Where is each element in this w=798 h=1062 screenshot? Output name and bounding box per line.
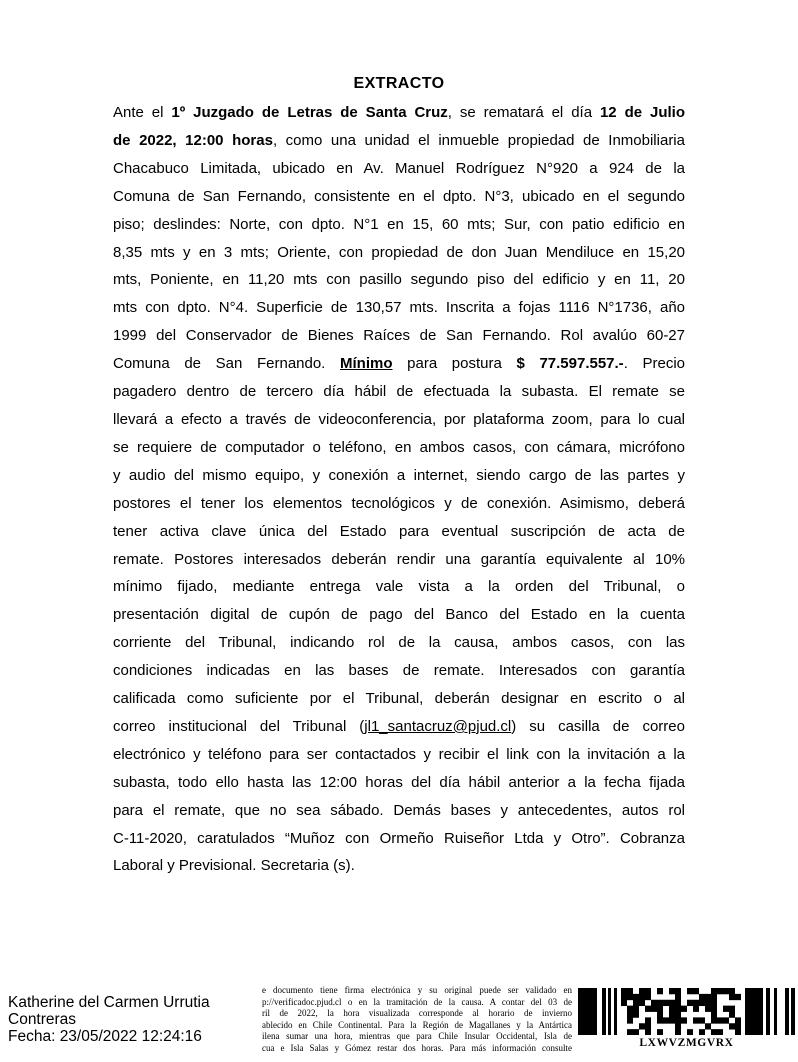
text-segment: calificada como suficiente por el Tribunal, deberán designar en escrito o al xyxy=(113,690,685,708)
text-segment: 1999 del Conservador de Bienes Raíces de San Fernando. Rol avalúo 60-27 xyxy=(113,327,685,345)
document-line xyxy=(113,406,685,434)
document-line xyxy=(113,378,685,406)
document-line xyxy=(113,741,685,769)
document-line xyxy=(113,294,685,322)
barcode-image xyxy=(578,988,795,1035)
notice-line: cua e Isla Salas y Gómez restar dos horas. Para más información consulte xyxy=(262,1042,572,1053)
text-segment: condiciones indicadas en las bases de remate. Interesados con garantía xyxy=(113,662,685,680)
text-segment: Ante el xyxy=(113,104,172,121)
text-segment: . Precio xyxy=(623,355,686,373)
document-line xyxy=(113,99,685,127)
document-line xyxy=(113,490,685,518)
barcode-code: LXWVZMGVRX xyxy=(639,1037,734,1049)
text-segment: tener activa clave única del Estado para eventual suscripción de acta de xyxy=(113,522,685,540)
document-line xyxy=(113,685,685,713)
verification-barcode xyxy=(578,988,795,1049)
text-segment: de 2022, 12:00 horas xyxy=(113,131,273,149)
document-line xyxy=(113,797,685,825)
text-segment: postores el tener los elementos tecnológicos y de conexión. Asimismo, deberá xyxy=(113,494,685,512)
document-line xyxy=(113,462,685,490)
text-segment: ) su casilla de correo xyxy=(511,717,685,735)
text-segment: 8,35 mts y en 3 mts; Oriente, con propiedad de don Juan Mendiluce en 15,20 xyxy=(113,243,685,261)
text-segment: 12 de Julio xyxy=(599,104,686,121)
text-segment: subasta, todo ello hasta las 12:00 horas del día hábil anterior a la fecha fijada xyxy=(113,773,685,791)
text-segment: para el remate, que no sea sábado. Demás bases y antecedentes, autos rol xyxy=(113,801,685,819)
email-link[interactable]: jl1_santacruz@pjud.cl xyxy=(364,717,512,735)
signature-date: Fecha: 23/05/2022 12:24:16 xyxy=(8,1027,202,1045)
text-segment: y audio del mismo equipo, y conexión a internet, siendo cargo de las partes y xyxy=(113,466,685,484)
document-line xyxy=(113,629,685,657)
text-segment: piso; deslindes: Norte, con dpto. N°1 en 15, 60 mts; Sur, con patio edificio en xyxy=(113,215,685,233)
text-segment: pagadero dentro de tercero día hábil de efectuada la subasta. El remate se xyxy=(113,383,685,401)
notice-line: ablecido en Chile Continental. Para la Región de Magallanes y la Antártica xyxy=(262,1019,572,1030)
text-segment: remate. Postores interesados deberán rendir una garantía equivalente al 10% xyxy=(113,550,685,568)
notice-line: e documento tiene firma electrónica y su original puede ser validado en xyxy=(262,985,572,995)
electronic-signature-notice xyxy=(262,985,572,1054)
text-segment: , como una unidad el inmueble propiedad de Inmobiliaria xyxy=(272,131,685,149)
signer-name-line1: Katherine del Carmen Urrutia xyxy=(8,994,210,1011)
notice-line: ril de 2022, la hora visualizada corresponde al horario de invierno xyxy=(262,1008,572,1018)
notice-line: p://verificadoc.pjud.cl o en la tramitación de la causa. A contar del 03 de xyxy=(262,996,572,1007)
document-line xyxy=(113,713,685,741)
notice-line: ilena sumar una hora, mientras que para Chile Insular Occidental, Isla de xyxy=(262,1031,572,1041)
signer-name-line2: Contreras xyxy=(8,1010,77,1028)
document-line xyxy=(113,350,685,378)
document-line xyxy=(113,769,685,797)
text-segment: presentación digital de cupón de pago del Banco del Estado en la cuenta xyxy=(113,606,685,624)
text-segment: 1º Juzgado de Letras de Santa Cruz xyxy=(171,104,448,121)
text-segment: $ 77.597.557.- xyxy=(516,355,624,373)
text-segment: Laboral y Previsional. Secretaria (s). xyxy=(113,857,355,875)
document-body xyxy=(113,74,685,880)
document-line xyxy=(113,155,685,183)
document-title: EXTRACTO xyxy=(353,75,445,92)
document-lines xyxy=(113,99,685,880)
text-segment: para postura xyxy=(392,355,517,373)
text-segment: se requiere de computador o teléfono, en ambos casos, con cámara, micrófono xyxy=(113,438,685,456)
text-segment: Comuna de San Fernando, consistente en el dpto. N°3, ubicado en el segundo xyxy=(113,187,685,205)
document-line xyxy=(113,434,685,462)
text-segment: llevará a efecto a través de videoconferencia, por plataforma zoom, para lo cual xyxy=(113,410,685,428)
signature-block xyxy=(8,995,263,1045)
document-line xyxy=(113,239,685,267)
document-line xyxy=(113,852,685,880)
text-segment: Comuna de San Fernando. xyxy=(113,355,340,373)
text-segment: , se rematará el día xyxy=(447,104,600,121)
text-segment: mts con dpto. N°4. Superficie de 130,57 mts. Inscrita a fojas 1116 N°1736, año xyxy=(113,299,685,317)
document-line xyxy=(113,573,685,601)
document-line xyxy=(113,183,685,211)
document-line xyxy=(113,266,685,294)
text-segment: Mínimo xyxy=(340,355,393,373)
document-line xyxy=(113,825,685,853)
text-segment: Chacabuco Limitada, ubicado en Av. Manuel Rodríguez N°920 a 924 de la xyxy=(113,159,685,177)
document-line xyxy=(113,657,685,685)
document-line xyxy=(113,322,685,350)
text-segment: mts, Poniente, en 11,20 mts con pasillo segundo piso del edificio y en 11, 20 xyxy=(113,271,685,289)
document-line xyxy=(113,546,685,574)
text-segment: electrónico y teléfono para ser contactados y recibir el link con la invitación a la xyxy=(113,745,685,763)
document-line xyxy=(113,127,685,155)
document-line xyxy=(113,518,685,546)
document-line xyxy=(113,211,685,239)
text-segment: mínimo fijado, mediante entrega vale vista a la orden del Tribunal, o xyxy=(113,578,685,596)
text-segment: correo institucional del Tribunal ( xyxy=(113,717,365,735)
document-line xyxy=(113,601,685,629)
text-segment: C-11-2020, caratulados “Muñoz con Ormeño Ruiseñor Ltda y Otro”. Cobranza xyxy=(113,829,685,847)
text-segment: corriente del Tribunal, indicando rol de la causa, ambos casos, con las xyxy=(113,634,685,652)
